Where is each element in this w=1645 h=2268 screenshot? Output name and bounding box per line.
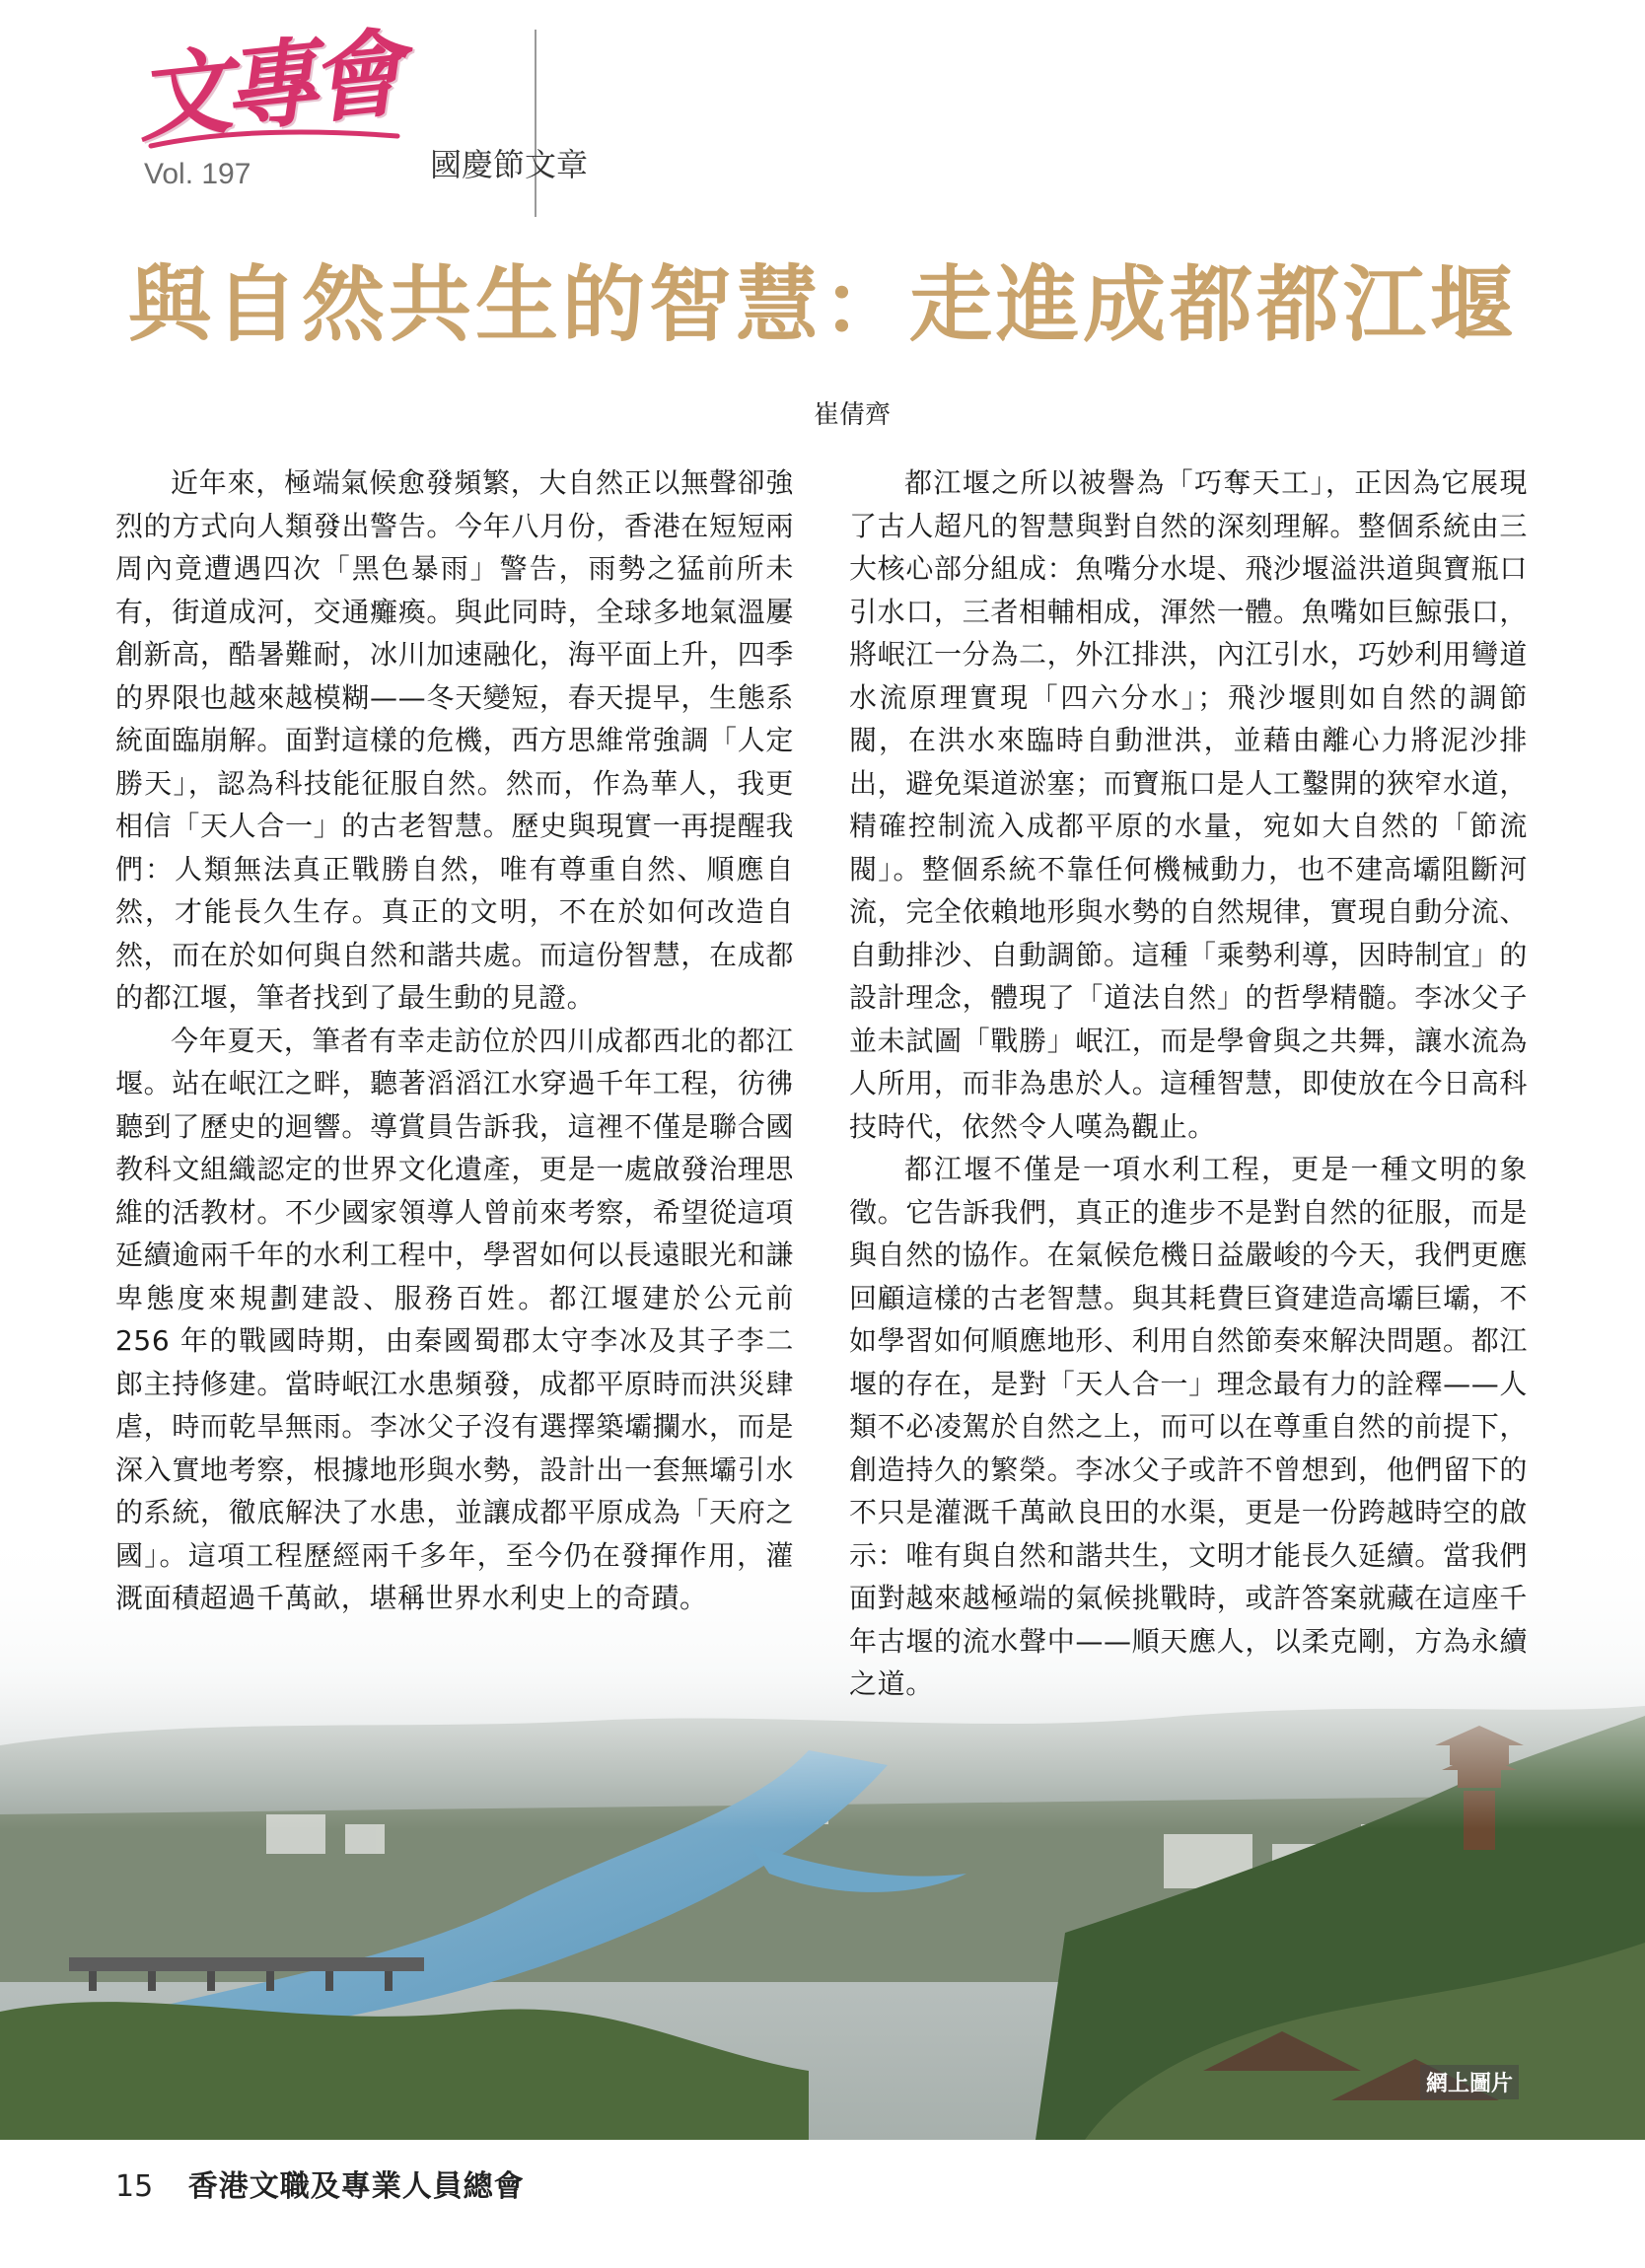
- paragraph: 近年來，極端氣候愈發頻繁，大自然正以無聲卻強烈的方式向人類發出警告。今年八月份，香港在短短兩周內竟遭遇四次「黑色暴雨」警告，雨勢之猛前所未有，街道成河，交通癱瘓。與此同時，全球多地氣溫屢創新高，酷暑難耐，冰川加速融化，海平面上升，四季的界限也越來越模糊——冬天變短，春天提早，生態系統面臨崩解。面對這樣的危機，西方思維常強調「人定勝天」，認為科技能征服自然。然而，作為華人，我更相信「天人合一」的古老智慧。歷史與現實一再提醒我們：人類無法真正戰勝自然，唯有尊重自然、順應自然，才能長久生存。真正的文明，不在於如何改造自然，而在於如何與自然和諧共處。而這份智慧，在成都的都江堰，筆者找到了最生動的見證。: [115, 466, 794, 1014]
- photo-credit: 網上圖片: [1420, 2065, 1519, 2099]
- section-label: 國慶節文章: [430, 146, 589, 183]
- article-author: 崔倩齊: [813, 400, 891, 430]
- magazine-logo: 文專會: [130, 17, 402, 156]
- article-title: 與自然共生的智慧：走進成都都江堰: [127, 256, 1517, 353]
- masthead: [130, 17, 412, 197]
- paragraph: 都江堰之所以被譽為「巧奪天工」，正因為它展現了古人超凡的智慧與對自然的深刻理解。整個系統由三大核心部分組成：魚嘴分水堤、飛沙堰溢洪道與寶瓶口引水口，三者相輔相成，渾然一體。魚嘴如巨鯨張口，將岷江一分為二，外江排洪，內江引水，巧妙利用彎道水流原理實現「四六分水」；飛沙堰則如自然的調節閥，在洪水來臨時自動泄洪，並藉由離心力將泥沙排出，避免渠道淤塞；而寶瓶口是人工鑿開的狹窄水道，精確控制流入成都平原的水量，宛如大自然的「節流閥」。整個系統不靠任何機械動力，也不建高壩阻斷河流，完全依賴地形與水勢的自然規律，實現自動分流、自動排沙、自動調節。這種「乘勢利導，因時制宜」的設計理念，體現了「道法自然」的哲學精髓。李冰父子並未試圖「戰勝」岷江，而是學會與之共舞，讓水流為人所用，而非為患於人。這種智慧，即使放在今日高科技時代，依然令人嘆為觀止。: [849, 466, 1528, 1143]
- page-number: 15: [115, 2169, 154, 2204]
- header-divider: [535, 30, 536, 217]
- organization-name: 香港文職及專業人員總會: [187, 2169, 525, 2204]
- paragraph: 都江堰不僅是一項水利工程，更是一種文明的象徵。它告訴我們，真正的進步不是對自然的征服，而是與自然的協作。在氣候危機日益嚴峻的今天，我們更應回顧這樣的古老智慧。與其耗費巨資建造高壩巨壩，不如學習如何順應地形、利用自然節奏來解決問題。都江堰的存在，是對「天人合一」理念最有力的詮釋——人類不必凌駕於自然之上，而可以在尊重自然的前提下，創造持久的繁榮。李冰父子或許不曾想到，他們留下的不只是灌溉千萬畝良田的水渠，更是一份跨越時空的啟示：唯有與自然和諧共生，文明才能長久延續。當我們面對越來越極端的氣候挑戰時，或許答案就藏在這座千年古堰的流水聲中——順天應人，以柔克剛，方為永續之道。: [849, 1153, 1528, 1700]
- logo-swoosh-icon: [146, 124, 402, 154]
- paragraph: 今年夏天，筆者有幸走訪位於四川成都西北的都江堰。站在岷江之畔，聽著滔滔江水穿過千年工程，彷彿聽到了歷史的迴響。導賞員告訴我，這裡不僅是聯合國教科文組織認定的世界文化遺產，更是一處啟發治理思維的活教材。不少國家領導人曾前來考察，希望從這項延續逾兩千年的水利工程中，學習如何以長遠眼光和謙卑態度來規劃建設、服務百姓。都江堰建於公元前 256 年的戰國時期，由秦國蜀郡太守李冰及其子李二郎主持修建。當時岷江水患頻發，成都平原時而洪災肆虐，時而乾旱無雨。李冰父子沒有選擇築壩攔水，而是深入實地考察，根據地形與水勢，設計出一套無壩引水的系統，徹底解決了水患，並讓成都平原成為「天府之國」。這項工程歷經兩千多年，至今仍在發揮作用，灌溉面積超過千萬畝，堪稱世界水利史上的奇蹟。: [115, 1024, 794, 1614]
- volume-number: Vol. 197: [144, 158, 251, 190]
- page-footer: [115, 2162, 525, 2205]
- right-column: [849, 461, 1528, 1706]
- left-column: [115, 461, 794, 1620]
